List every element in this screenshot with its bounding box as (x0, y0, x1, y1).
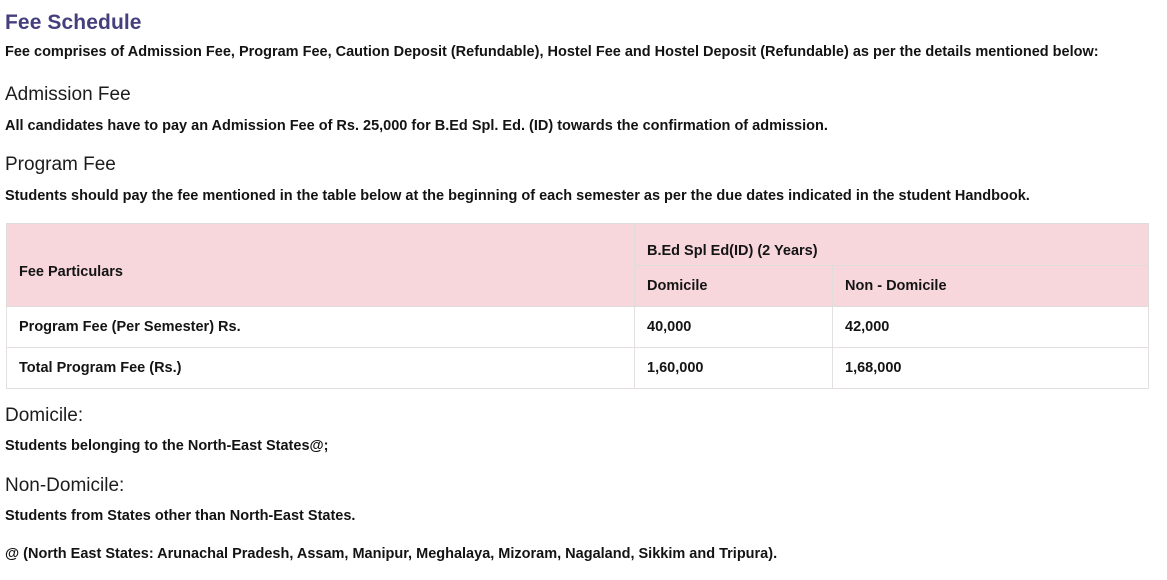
domicile-description: Students belonging to the North-East States@; (5, 438, 329, 454)
fee-table-head (7, 224, 1149, 307)
fee-intro-text: Fee comprises of Admission Fee, Program Fee, Caution Deposit (Refundable), Hostel Fee and Hostel Deposit (Refundable) as per the details mentioned below: (5, 44, 1099, 60)
cell-non-domicile-amount-value: 42,000 (845, 319, 890, 335)
cell-domicile-amount-value: 40,000 (647, 319, 692, 335)
program-fee-description: Students should pay the fee mentioned in the table below at the beginning of each semester as per the due dates indicated in the student Handbook. (5, 188, 1030, 204)
section-heading-domicile: Domicile: (5, 405, 84, 426)
column-header-program-group (635, 224, 1149, 266)
non-domicile-description: Students from States other than North-East States. (5, 508, 356, 524)
section-heading-admission-fee: Admission Fee (5, 84, 131, 105)
cell-domicile-amount-value: 1,60,000 (647, 360, 704, 376)
cell-fee-particular (7, 348, 635, 389)
section-heading-non-domicile: Non-Domicile: (5, 475, 125, 496)
table-row (7, 307, 1149, 348)
column-header-domicile-label: Domicile (647, 278, 708, 294)
cell-non-domicile-amount (833, 307, 1149, 348)
fee-table (6, 223, 1149, 389)
fee-table-header-row-group (7, 224, 1149, 266)
page-title: Fee Schedule (5, 11, 142, 34)
cell-non-domicile-amount (833, 348, 1149, 389)
column-header-domicile (635, 266, 833, 307)
admission-fee-description: All candidates have to pay an Admission Fee of Rs. 25,000 for B.Ed Spl. Ed. (ID) towards the confirmation of admission. (5, 118, 828, 134)
column-header-fee-particulars-label: Fee Particulars (19, 263, 123, 280)
section-heading-program-fee: Program Fee (5, 154, 116, 175)
cell-fee-particular-label: Total Program Fee (Rs.) (19, 360, 182, 376)
north-east-states-footnote: @ (North East States: Arunachal Pradesh, Assam, Manipur, Meghalaya, Mizoram, Nagaland, Sikkim and Tripura). (5, 546, 778, 562)
column-header-non-domicile-label: Non - Domicile (845, 278, 947, 294)
cell-non-domicile-amount-value: 1,68,000 (845, 360, 902, 376)
fee-table-body (7, 307, 1149, 389)
cell-domicile-amount (635, 307, 833, 348)
column-header-fee-particulars (7, 224, 635, 307)
cell-domicile-amount (635, 348, 833, 389)
table-row (7, 348, 1149, 389)
column-header-non-domicile (833, 266, 1149, 307)
column-header-program-group-label: B.Ed Spl Ed(ID) (2 Years) (647, 243, 818, 259)
cell-fee-particular (7, 307, 635, 348)
cell-fee-particular-label: Program Fee (Per Semester) Rs. (19, 319, 241, 335)
